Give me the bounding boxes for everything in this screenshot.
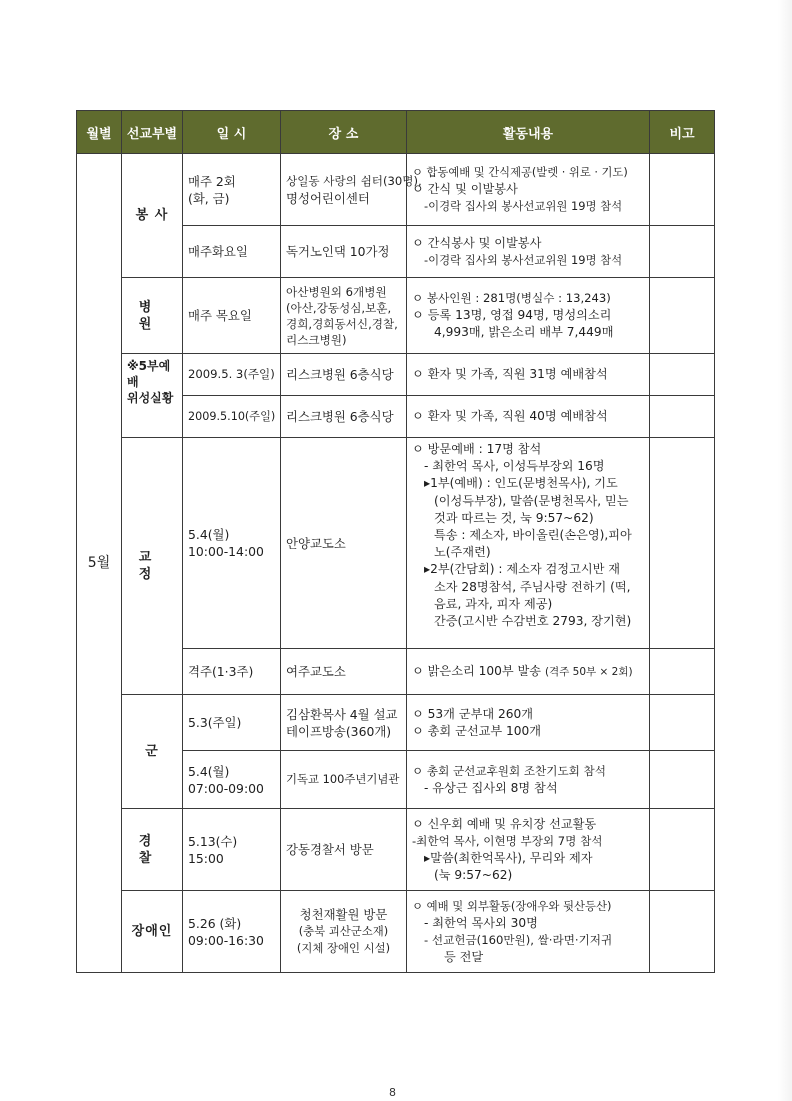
activity-line: - 선교헌금(160만원), 쌀·라면·기저귀 bbox=[424, 932, 613, 947]
place-line: (아산,강동성심,보훈, bbox=[286, 300, 392, 315]
date-line: 격주(1·3주) bbox=[188, 664, 254, 679]
place-line: 여주교도소 bbox=[286, 664, 346, 679]
header-place: 장 소 bbox=[281, 111, 407, 154]
page-edge-shadow bbox=[778, 0, 792, 1101]
date-line: (화, 금) bbox=[188, 190, 230, 206]
date-cell bbox=[183, 278, 281, 354]
date-line: 매주 2회 bbox=[188, 173, 236, 189]
date-line: 5.3(주일) bbox=[188, 715, 242, 730]
date-line: 5.4(월) bbox=[188, 763, 230, 779]
activity-cell bbox=[407, 278, 650, 354]
note-cell bbox=[650, 809, 715, 891]
activity-cell bbox=[407, 649, 650, 695]
place-line: 독거노인댁 10가정 bbox=[286, 244, 390, 259]
date-cell bbox=[183, 891, 281, 973]
place-line: 김삼환목사 4월 설교 bbox=[286, 706, 398, 722]
place-line: 테이프방송(360개) bbox=[286, 723, 392, 739]
activity-cell bbox=[407, 226, 650, 278]
activity-line: -이경락 집사외 봉사선교위원 19명 참석 bbox=[424, 199, 623, 213]
date-cell bbox=[183, 809, 281, 891]
note-cell bbox=[650, 226, 715, 278]
activity-line: ㅇ 환자 및 가족, 직원 40명 예배참석 bbox=[412, 409, 608, 423]
dept-bongsa: 봉 사 bbox=[122, 154, 183, 278]
date-line: 07:00-09:00 bbox=[188, 780, 264, 796]
activity-line: 간증(고시반 수감번호 2793, 장기현) bbox=[434, 614, 632, 629]
header-date: 일 시 bbox=[183, 111, 281, 154]
note-cell bbox=[650, 354, 715, 396]
activity-line: ㅇ 총회 군선교후원회 조찬기도회 참석 bbox=[412, 763, 606, 778]
place-cell bbox=[281, 891, 407, 973]
note-cell bbox=[650, 649, 715, 695]
table-row bbox=[77, 695, 715, 751]
place-cell bbox=[281, 226, 407, 278]
dept-gyojeong: 교 정 bbox=[122, 438, 183, 695]
table-row bbox=[77, 354, 715, 396]
date-cell bbox=[183, 695, 281, 751]
place-line: 경희,경희동서신,경찰, bbox=[286, 316, 398, 331]
activity-line: ▸1부(예배) : 인도(문병천목사), 기도 bbox=[424, 476, 618, 491]
place-line: 아산병원외 6개병원 bbox=[286, 284, 387, 299]
dept-service5 bbox=[122, 354, 183, 438]
date-line: 2009.5.10(주일) bbox=[188, 410, 276, 423]
activity-line: 소자 28명참석, 주님사랑 전하기 (떡, bbox=[434, 579, 631, 594]
place-cell bbox=[281, 649, 407, 695]
date-cell bbox=[183, 154, 281, 226]
place-line: 청천재활원 방문 bbox=[299, 907, 388, 922]
table-header-row bbox=[77, 111, 715, 154]
date-line: 매주화요일 bbox=[188, 244, 248, 259]
activity-line: ㅇ 등록 13명, 영접 94명, 명성의소리 bbox=[412, 308, 612, 322]
note-cell bbox=[650, 396, 715, 438]
date-cell bbox=[183, 354, 281, 396]
date-cell bbox=[183, 396, 281, 438]
activity-line: 노(주재련) bbox=[434, 545, 491, 560]
table-row bbox=[77, 438, 715, 649]
activity-line: -이경락 집사외 봉사선교위원 19명 참석 bbox=[424, 252, 623, 267]
activity-line: - 최한억 목사외 30명 bbox=[424, 915, 538, 930]
header-dept: 선교부별 bbox=[122, 111, 183, 154]
note-cell bbox=[650, 154, 715, 226]
activity-cell bbox=[407, 695, 650, 751]
table-row bbox=[77, 154, 715, 226]
place-cell bbox=[281, 154, 422, 226]
place-line: (지체 장애인 시설) bbox=[296, 941, 391, 955]
activity-line: ▸2부(간담회) : 제소자 검정고시반 재 bbox=[424, 562, 621, 577]
place-line: 안양교도소 bbox=[286, 535, 346, 551]
activity-line: - 최한억 목사, 이성득부장외 16명 bbox=[424, 459, 605, 474]
place-line: 리스크병원 6층식당 bbox=[286, 409, 394, 424]
place-line: 리스크병원 6층식당 bbox=[286, 367, 394, 382]
table-row bbox=[77, 809, 715, 891]
note-cell bbox=[650, 751, 715, 809]
activity-line: (눅 9:57~62) bbox=[434, 867, 513, 882]
dept-byeongwon: 병 원 bbox=[122, 278, 183, 354]
activity-cell bbox=[407, 751, 650, 809]
place-cell bbox=[281, 695, 407, 751]
activity-line: ㅇ 환자 및 가족, 직원 31명 예배참석 bbox=[412, 367, 608, 381]
date-cell bbox=[183, 649, 281, 695]
activity-line: ㅇ 간식 및 이발봉사 bbox=[412, 182, 518, 196]
activity-cell bbox=[407, 438, 650, 649]
header-month: 월별 bbox=[77, 111, 122, 154]
activity-line: ㅇ 합동예배 및 간식제공(발렛 · 위로 · 기도) bbox=[412, 166, 628, 179]
date-line: 매주 목요일 bbox=[188, 308, 252, 323]
activity-cell bbox=[407, 154, 650, 226]
place-cell bbox=[281, 751, 407, 809]
activity-line: - 유상근 집사외 8명 참석 bbox=[424, 780, 558, 795]
dept-gyeongchal: 경 찰 bbox=[122, 809, 183, 891]
place-line: (충북 괴산군소재) bbox=[298, 924, 389, 938]
activity-line: ㅇ 방문예배 : 17명 참석 bbox=[412, 442, 542, 456]
place-cell bbox=[281, 396, 407, 438]
note-cell bbox=[650, 278, 715, 354]
activity-line: ㅇ 신우회 예배 및 유치장 선교활동 bbox=[412, 816, 597, 831]
activity-line: ㅇ 예배 및 외부활동(장애우와 뒷산등산) bbox=[412, 898, 612, 913]
activity-cell bbox=[407, 354, 650, 396]
place-line: 상일동 사랑의 쉼터(30명), bbox=[286, 173, 422, 188]
activity-cell bbox=[407, 809, 650, 891]
activity-line: -최한억 목사, 이현명 부장외 7명 참석 bbox=[412, 833, 603, 848]
date-line: 5.13(수) bbox=[188, 833, 238, 849]
page-number: 8 bbox=[389, 1086, 396, 1099]
date-line: 2009.5. 3(주일) bbox=[188, 367, 275, 381]
activity-line: (이성득부장), 말씀(문병천목사, 믿는 bbox=[434, 493, 629, 508]
date-cell bbox=[183, 226, 281, 278]
activity-line: ㅇ 밝은소리 100부 발송 bbox=[412, 663, 542, 678]
month-cell: 5월 bbox=[77, 154, 122, 973]
activity-note: (격주 50부 × 2회) bbox=[544, 665, 633, 678]
activity-cell bbox=[407, 396, 650, 438]
table-row bbox=[77, 278, 715, 354]
place-line: 기독교 100주년기념관 bbox=[286, 772, 400, 786]
mission-activity-table bbox=[76, 110, 715, 973]
note-cell bbox=[650, 438, 715, 649]
header-activity: 활동내용 bbox=[407, 111, 650, 154]
activity-line: 것과 따르는 것, 눅 9:57~62) bbox=[434, 510, 594, 525]
dept-gun: 군 bbox=[122, 695, 183, 809]
dept-jangaein: 장애인 bbox=[122, 891, 183, 973]
date-line: 10:00-14:00 bbox=[188, 544, 264, 559]
activity-line: ㅇ 봉사인원 : 281명(병실수 : 13,243) bbox=[412, 291, 611, 305]
place-line: 리스크병원) bbox=[286, 332, 347, 347]
note-cell bbox=[650, 695, 715, 751]
header-note: 비고 bbox=[650, 111, 715, 154]
activity-line: 특송 : 제소자, 바이올린(손은영),피아 bbox=[434, 528, 632, 543]
place-cell bbox=[281, 438, 407, 649]
activity-cell bbox=[407, 891, 650, 973]
table-row bbox=[77, 891, 715, 973]
activity-line: 4,993매, 밝은소리 배부 7,449매 bbox=[434, 325, 614, 339]
activity-line: ▸말씀(최한억목사), 무리와 제자 bbox=[424, 850, 593, 865]
place-line: 명성어린이센터 bbox=[286, 190, 370, 206]
place-cell bbox=[281, 809, 407, 891]
activity-line: 등 전달 bbox=[444, 949, 484, 964]
date-cell bbox=[183, 438, 281, 649]
dept-line: ※5부예 bbox=[127, 359, 171, 373]
activity-line: ㅇ 53개 군부대 260개 bbox=[412, 706, 534, 721]
place-cell bbox=[281, 354, 407, 396]
date-line: 5.26 (화) bbox=[188, 915, 242, 931]
place-line: 강동경찰서 방문 bbox=[286, 842, 374, 857]
place-cell bbox=[281, 278, 407, 354]
date-line: 09:00-16:30 bbox=[188, 932, 264, 948]
date-line: 5.4(월) bbox=[188, 527, 230, 542]
date-line: 15:00 bbox=[188, 850, 224, 866]
activity-line: ㅇ 총회 군선교부 100개 bbox=[412, 723, 542, 738]
activity-line: ㅇ 간식봉사 및 이발봉사 bbox=[412, 235, 542, 250]
activity-line: 음료, 과자, 피자 제공) bbox=[434, 596, 553, 611]
dept-line: 위성실황 bbox=[127, 391, 174, 405]
dept-line: 배 bbox=[127, 375, 139, 389]
date-cell bbox=[183, 751, 281, 809]
note-cell bbox=[650, 891, 715, 973]
